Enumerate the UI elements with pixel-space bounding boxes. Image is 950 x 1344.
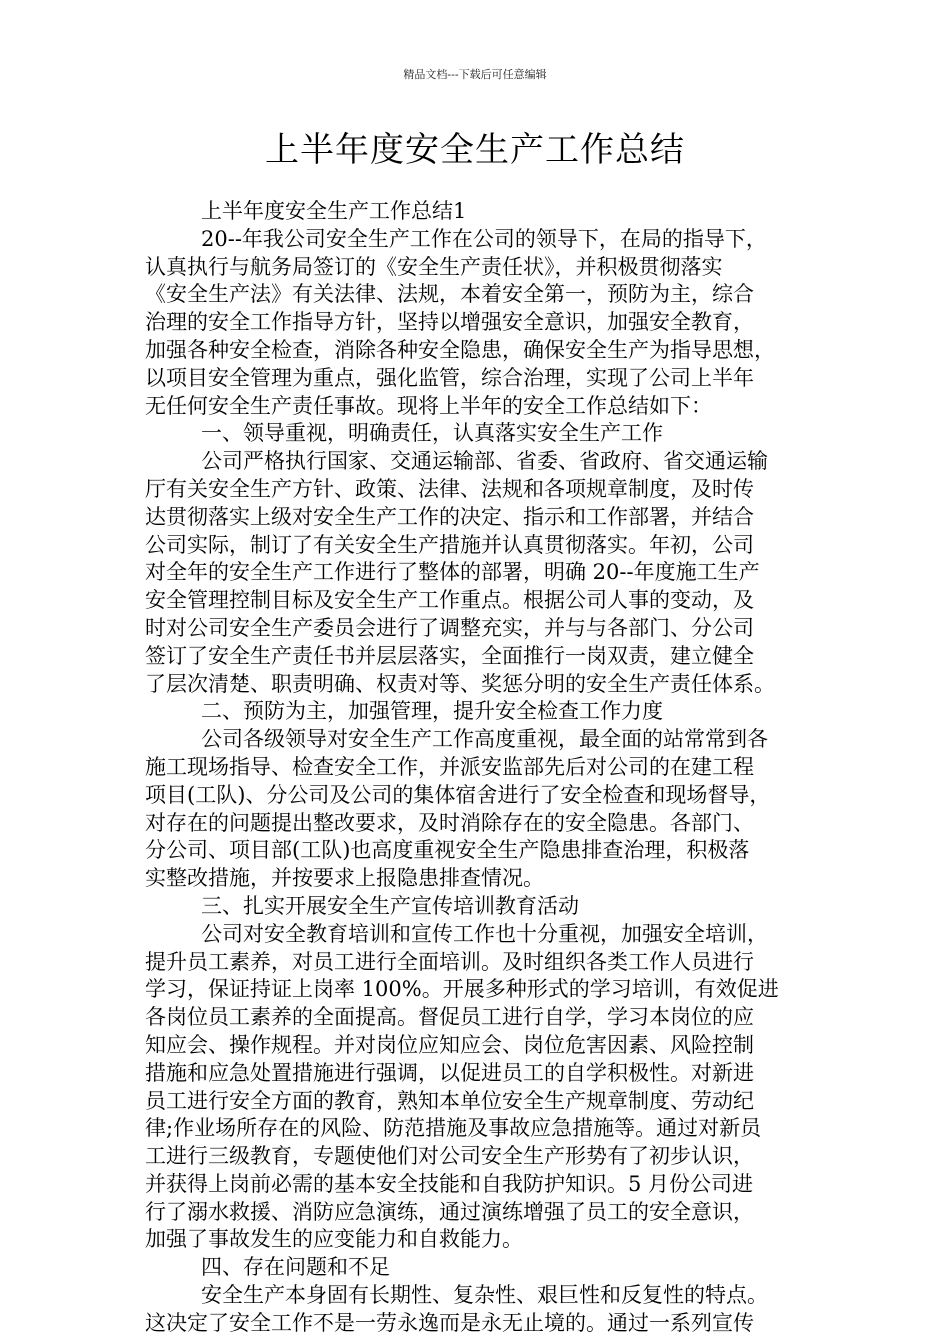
text-line: 以项目安全管理为重点，强化监管，综合治理，实现了公司上半年 [145,365,754,390]
text-line: 认真执行与航务局签订的《安全生产责任状》，并积极贯彻落实 [145,254,723,279]
text-line: 二、预防为主，加强管理，提升安全检查工作力度 [201,699,663,724]
text-line: 上半年度安全生产工作总结1 [201,199,467,223]
text-line: 项目(工队)、分公司及公司的集体宿舍进行了安全检查和现场督导， [145,782,771,807]
text-line: 无任何安全生产责任事故。现将上半年的安全工作总结如下： [145,393,712,418]
text-line: 安全管理控制目标及安全生产工作重点。根据公司人事的变动，及 [145,588,754,613]
text-line: 加强各种安全检查，消除各种安全隐患，确保安全生产为指导思想， [145,337,775,362]
text-line: 员工进行安全方面的教育，熟知本单位安全生产规章制度、劳动纪 [145,1088,754,1113]
text-line: 治理的安全工作指导方针，坚持以增强安全意识，加强安全教育， [145,310,754,335]
text-line: 了层次清楚、职责明确、权责对等、奖惩分明的安全生产责任体系。 [145,671,775,696]
text-line: 《安全生产法》有关法律、法规，本着安全第一，预防为主，综合 [145,282,754,307]
text-line: 措施和应急处置措施进行强调，以促进员工的自学积极性。对新进 [145,1060,754,1085]
text-line: 律;作业场所存在的风险、防范措施及事故应急措施等。通过对新员 [145,1116,762,1141]
text-line: 行了溺水救援、消防应急演练，通过演练增强了员工的安全意识， [145,1199,754,1224]
text-line: 公司对安全教育培训和宣传工作也十分重视，加强安全培训， [201,921,768,946]
text-line: 施工现场指导、检查安全工作，并派安监部先后对公司的在建工程 [145,754,754,779]
text-line: 达贯彻落实上级对安全生产工作的决定、指示和工作部署，并结合 [145,504,754,529]
text-line: 三、扎实开展安全生产宣传培训教育活动 [201,893,579,918]
text-line: 安全生产本身固有长期性、复杂性、艰巨性和反复性的特点。 [201,1283,768,1308]
text-line: 公司各级领导对安全生产工作高度重视，最全面的站常常到各 [201,727,768,752]
text-line: 分公司、项目部(工队)也高度重视安全生产隐患排查治理，积极落 [145,838,750,863]
text-line: 加强了事故发生的应变能力和自救能力。 [145,1227,523,1252]
text-line: 签订了安全生产责任书并层层落实，全面推行一岗双责，建立健全 [145,643,754,668]
text-line: 对全年的安全生产工作进行了整体的部署，明确 20--年度施工生产 [145,560,760,585]
text-line: 20--年我公司安全生产工作在公司的领导下，在局的指导下， [201,226,767,251]
text-line: 公司严格执行国家、交通运输部、省委、省政府、省交通运输 [201,449,768,474]
document-body [145,198,815,1338]
header-note: 精品文档---下载后可任意编辑 [403,68,547,81]
text-line: 各岗位员工素养的全面提高。督促员工进行自学，学习本岗位的应 [145,1005,754,1030]
document-title: 上半年度安全生产工作总结 [265,130,685,170]
text-line: 一、领导重视，明确责任，认真落实安全生产工作 [201,421,663,446]
text-line: 知应会、操作规程。并对岗位应知应会、岗位危害因素、风险控制 [145,1032,754,1057]
text-line: 公司实际，制订了有关安全生产措施并认真贯彻落实。年初，公司 [145,532,754,557]
text-line: 这决定了安全工作不是一劳永逸而是永无止境的。通过一系列宣传 [145,1310,754,1335]
text-line: 并获得上岗前必需的基本安全技能和自我防护知识。5 月份公司进 [145,1171,754,1196]
text-line: 四、存在问题和不足 [201,1255,390,1280]
text-line: 时对公司安全生产委员会进行了调整充实，并与与各部门、分公司 [145,615,754,640]
text-line: 学习，保证持证上岗率 100%。开展多种形式的学习培训，有效促进 [145,977,779,1002]
text-line: 对存在的问题提出整改要求，及时消除存在的安全隐患。各部门、 [145,810,754,835]
text-line: 提升员工素养，对员工进行全面培训。及时组织各类工作人员进行 [145,949,754,974]
text-line: 实整改措施，并按要求上报隐患排查情况。 [145,866,544,891]
text-line: 厅有关安全生产方针、政策、法律、法规和各项规章制度，及时传 [145,476,754,501]
text-line: 工进行三级教育，专题使他们对公司安全生产形势有了初步认识， [145,1144,754,1169]
